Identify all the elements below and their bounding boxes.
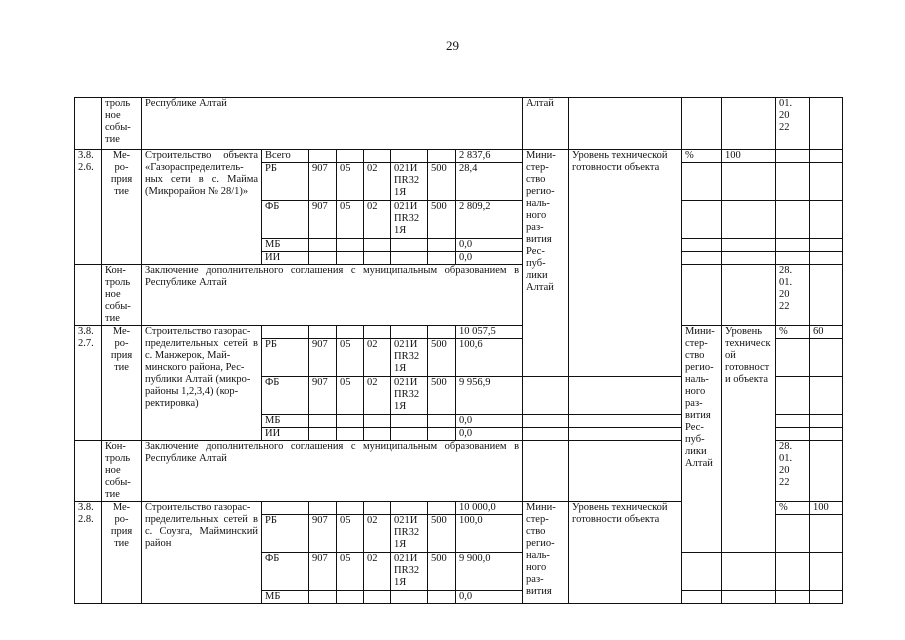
event-type: Кон- троль ное собы- тие — [102, 441, 142, 502]
vr-code — [428, 252, 456, 265]
indicator: Уровень технической готовности объекта — [569, 150, 682, 377]
amount: 2 837,6 — [456, 150, 523, 163]
csr-code — [391, 415, 428, 428]
pr-code — [364, 415, 391, 428]
date — [776, 377, 810, 415]
unit — [682, 553, 722, 591]
value — [722, 553, 776, 591]
csr-code — [391, 502, 428, 515]
indicator — [569, 98, 682, 150]
unit — [523, 428, 569, 441]
date — [776, 150, 810, 163]
extra-cell — [810, 553, 843, 591]
funding-source: ФБ — [262, 377, 309, 415]
value — [722, 239, 776, 252]
date: 28. 01. 20 22 — [776, 265, 810, 326]
grbs-code: 907 — [309, 515, 337, 553]
value — [569, 428, 682, 441]
csr-code: 021И ПR32 1Я — [391, 377, 428, 415]
amount: 2 809,2 — [456, 201, 523, 239]
unit — [523, 441, 569, 502]
control-event-row — [75, 265, 843, 326]
amount: 100,6 — [456, 339, 523, 377]
csr-code: 021И ПR32 1Я — [391, 201, 428, 239]
vr-code: 500 — [428, 201, 456, 239]
extra-cell — [810, 150, 843, 163]
date — [776, 239, 810, 252]
value — [722, 163, 776, 201]
pr-code — [364, 428, 391, 441]
unit — [682, 591, 722, 604]
value: 100 — [722, 150, 776, 163]
amount: 100,0 — [456, 515, 523, 553]
unit — [776, 515, 810, 553]
rz-code — [337, 428, 364, 441]
unit: % — [776, 326, 810, 339]
funding-source: ИИ — [262, 428, 309, 441]
control-event-text: Заключение дополнительного соглашения с муниципальным образованием в Республике Алтай — [142, 265, 523, 326]
grbs-code: 907 — [309, 377, 337, 415]
rz-code — [337, 415, 364, 428]
unit — [682, 239, 722, 252]
indicator: Уровень технической готовности объекта — [722, 326, 776, 553]
vr-code — [428, 415, 456, 428]
row-number: 3.8. 2.6. — [75, 150, 102, 265]
value: 100 — [810, 502, 843, 515]
vr-code — [428, 428, 456, 441]
pr-code — [364, 502, 391, 515]
extra-cell — [810, 377, 843, 415]
unit — [682, 252, 722, 265]
vr-code: 500 — [428, 515, 456, 553]
unit — [682, 98, 722, 150]
pr-code — [364, 252, 391, 265]
extra-cell — [810, 428, 843, 441]
funding-source: РБ — [262, 163, 309, 201]
rz-code — [337, 252, 364, 265]
program-table — [74, 97, 843, 604]
executor: Алтай — [523, 98, 569, 150]
pr-code: 02 — [364, 377, 391, 415]
pr-code — [364, 239, 391, 252]
grbs-code: 907 — [309, 163, 337, 201]
funding-source — [262, 502, 309, 515]
extra-cell — [810, 265, 843, 326]
date — [776, 591, 810, 604]
vr-code: 500 — [428, 339, 456, 377]
unit — [776, 339, 810, 377]
amount: 0,0 — [456, 239, 523, 252]
row-number — [75, 265, 102, 326]
funding-source: ИИ — [262, 252, 309, 265]
event-type: Ме- ро- прия тие — [102, 150, 142, 265]
vr-code — [428, 239, 456, 252]
pr-code — [364, 150, 391, 163]
event-type: Ме- ро- прия тие — [102, 502, 142, 604]
csr-code — [391, 326, 428, 339]
vr-code: 500 — [428, 377, 456, 415]
event-type: Ме- ро- прия тие — [102, 326, 142, 441]
grbs-code — [309, 415, 337, 428]
funding-source: ФБ — [262, 201, 309, 239]
date — [776, 428, 810, 441]
amount: 0,0 — [456, 252, 523, 265]
amount: 0,0 — [456, 591, 523, 604]
vr-code: 500 — [428, 553, 456, 591]
value — [569, 415, 682, 428]
value — [569, 377, 682, 415]
event-title: Строительство объекта «Газораспределитель- ных сети в с. Майма (Микрорайон № 28/1)» — [142, 150, 262, 265]
amount: 10 000,0 — [456, 502, 523, 515]
extra-cell — [810, 415, 843, 428]
value: 60 — [810, 326, 843, 339]
pr-code — [364, 326, 391, 339]
extra-cell — [810, 98, 843, 150]
funding-source: ФБ — [262, 553, 309, 591]
pr-code: 02 — [364, 339, 391, 377]
pr-code: 02 — [364, 553, 391, 591]
funding-source: РБ — [262, 339, 309, 377]
amount: 10 057,5 — [456, 326, 523, 339]
rz-code — [337, 150, 364, 163]
csr-code: 021И ПR32 1Я — [391, 163, 428, 201]
pr-code — [364, 591, 391, 604]
unit — [682, 201, 722, 239]
extra-cell — [810, 239, 843, 252]
grbs-code — [309, 150, 337, 163]
date — [776, 252, 810, 265]
row-number: 3.8. 2.7. — [75, 326, 102, 441]
table-row — [75, 326, 843, 339]
grbs-code: 907 — [309, 553, 337, 591]
vr-code — [428, 502, 456, 515]
value — [722, 98, 776, 150]
rz-code: 05 — [337, 377, 364, 415]
value — [810, 339, 843, 377]
value — [569, 441, 682, 502]
grbs-code — [309, 591, 337, 604]
grbs-code — [309, 502, 337, 515]
date — [776, 163, 810, 201]
row-number — [75, 441, 102, 502]
csr-code: 021И ПR32 1Я — [391, 515, 428, 553]
date: 28. 01. 20 22 — [776, 441, 810, 502]
event-title: Строительство газорас- пределительных сетей в с. Соузга, Майминский район — [142, 502, 262, 604]
pr-code: 02 — [364, 163, 391, 201]
extra-cell — [810, 591, 843, 604]
amount: 9 956,9 — [456, 377, 523, 415]
page-number: 29 — [446, 38, 459, 53]
value — [722, 201, 776, 239]
grbs-code — [309, 428, 337, 441]
row-number: 3.8. 2.8. — [75, 502, 102, 604]
date — [776, 553, 810, 591]
funding-source — [262, 326, 309, 339]
rz-code: 05 — [337, 201, 364, 239]
value — [722, 252, 776, 265]
vr-code — [428, 326, 456, 339]
csr-code — [391, 150, 428, 163]
vr-code — [428, 150, 456, 163]
amount: 9 900,0 — [456, 553, 523, 591]
funding-source: Всего — [262, 150, 309, 163]
pr-code: 02 — [364, 201, 391, 239]
amount: 0,0 — [456, 428, 523, 441]
indicator: Уровень технической готовности объекта — [569, 502, 682, 604]
csr-code: 021И ПR32 1Я — [391, 339, 428, 377]
rz-code: 05 — [337, 515, 364, 553]
value — [810, 515, 843, 553]
rz-code — [337, 502, 364, 515]
event-title: Республике Алтай — [142, 98, 523, 150]
unit: % — [776, 502, 810, 515]
pr-code: 02 — [364, 515, 391, 553]
rz-code: 05 — [337, 339, 364, 377]
funding-source: МБ — [262, 239, 309, 252]
grbs-code — [309, 252, 337, 265]
event-title: Строительство газорас- пределительных сетей в с. Манжерок, Май- минского района, Рес- публики Алтай (микро- районы 1,2,3,4) (кор- ректировка) — [142, 326, 262, 441]
unit — [523, 415, 569, 428]
csr-code — [391, 252, 428, 265]
date — [776, 201, 810, 239]
extra-cell — [810, 441, 843, 502]
table-row — [75, 98, 843, 150]
csr-code — [391, 239, 428, 252]
funding-source: МБ — [262, 415, 309, 428]
vr-code: 500 — [428, 163, 456, 201]
funding-source: РБ — [262, 515, 309, 553]
table-row — [75, 150, 843, 163]
extra-cell — [810, 252, 843, 265]
date — [776, 415, 810, 428]
grbs-code — [309, 326, 337, 339]
control-event-text: Заключение дополнительного соглашения с муниципальным образованием в Республике Алтай — [142, 441, 523, 502]
executor: Мини- стер- ство регио- наль- ного раз- вития — [523, 502, 569, 604]
extra-cell — [810, 201, 843, 239]
unit — [682, 265, 722, 326]
grbs-code — [309, 239, 337, 252]
value — [722, 265, 776, 326]
rz-code — [337, 239, 364, 252]
rz-code: 05 — [337, 553, 364, 591]
amount: 0,0 — [456, 415, 523, 428]
executor: Мини- стер- ство регио- наль- ного раз- вития Рес- пуб- лики Алтай — [682, 326, 722, 553]
extra-cell — [810, 163, 843, 201]
value — [722, 591, 776, 604]
rz-code: 05 — [337, 163, 364, 201]
funding-source: МБ — [262, 591, 309, 604]
event-type: Кон- троль ное собы- тие — [102, 265, 142, 326]
date: 01. 20 22 — [776, 98, 810, 150]
unit — [523, 377, 569, 415]
csr-code — [391, 428, 428, 441]
unit: % — [682, 150, 722, 163]
event-type: троль ное собы- тие — [102, 98, 142, 150]
csr-code — [391, 591, 428, 604]
executor: Мини- стер- ство регио- наль- ного раз- вития Рес- пуб- лики Алтай — [523, 150, 569, 377]
rz-code — [337, 326, 364, 339]
unit — [682, 163, 722, 201]
rz-code — [337, 591, 364, 604]
grbs-code: 907 — [309, 339, 337, 377]
amount: 28,4 — [456, 163, 523, 201]
vr-code — [428, 591, 456, 604]
row-number — [75, 98, 102, 150]
grbs-code: 907 — [309, 201, 337, 239]
csr-code: 021И ПR32 1Я — [391, 553, 428, 591]
